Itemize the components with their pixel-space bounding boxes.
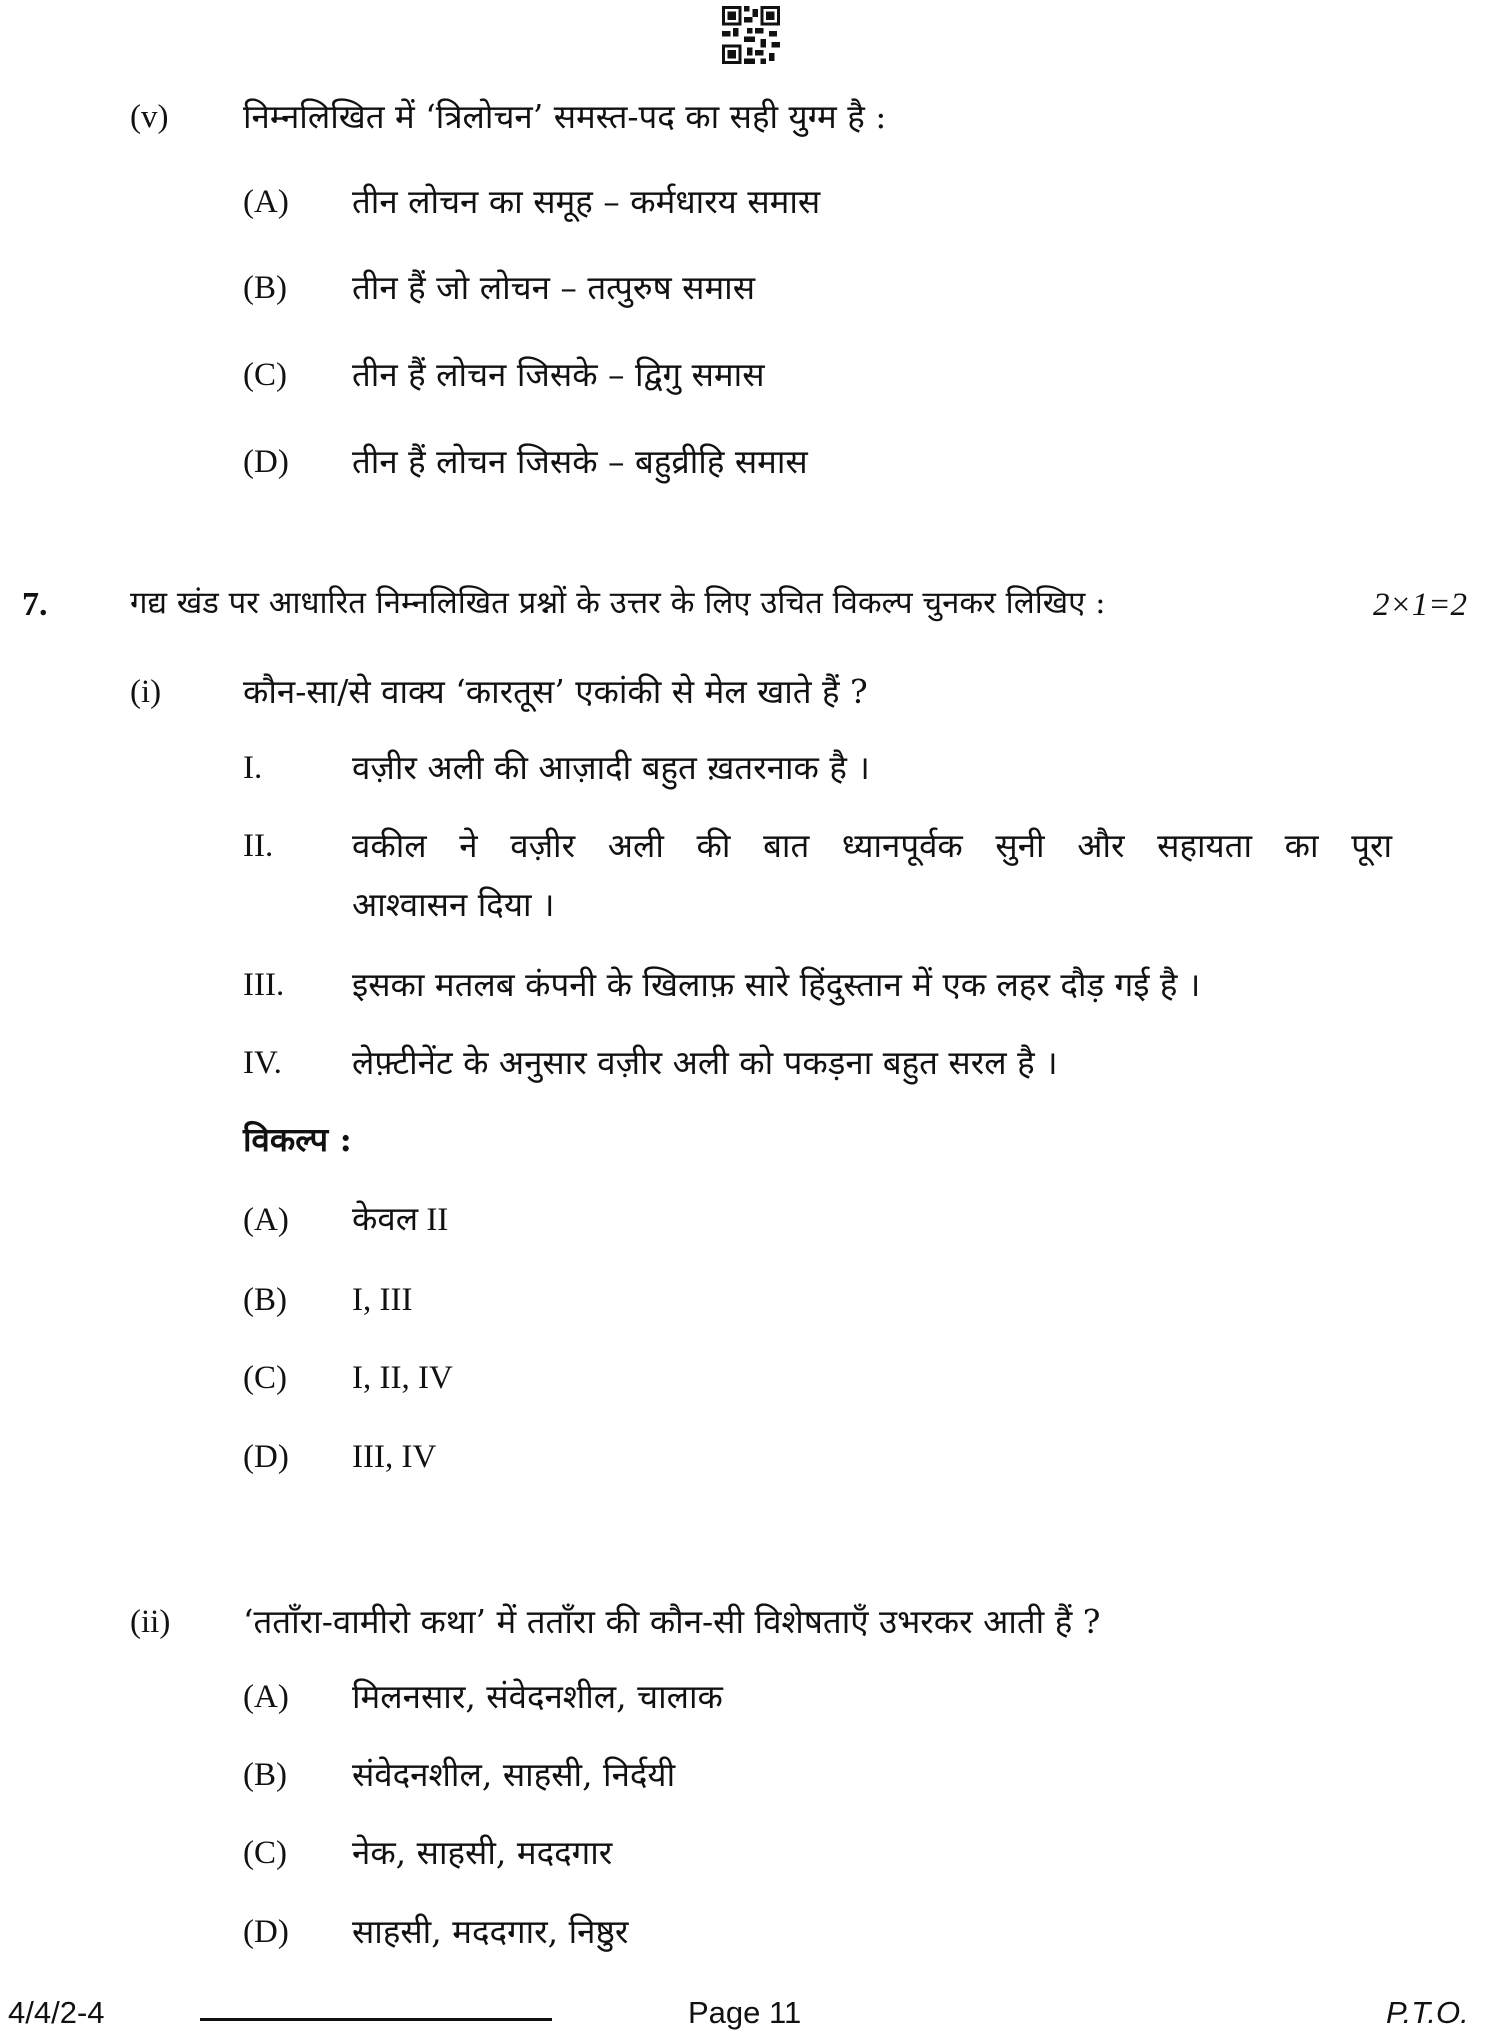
q7i-question-text: कौन-सा/से वाक्य ‘कारतूस’ एकांकी से मेल खाते हैं ?	[243, 672, 868, 711]
q7i-option-d-label: (D)	[243, 1439, 289, 1475]
footer-paper-code: 4/4/2-4	[8, 1995, 105, 2030]
footer-divider-line	[200, 2018, 552, 2021]
q7i-option-c-label: (C)	[243, 1360, 287, 1396]
q7ii-label: (ii)	[130, 1604, 171, 1640]
q7ii-option-c-text: नेक, साहसी, मददगार	[352, 1833, 613, 1872]
q7ii-option-a-label: (A)	[243, 1679, 289, 1715]
q7i-options-heading: विकल्प :	[243, 1120, 352, 1159]
q7i-option-a-label: (A)	[243, 1202, 289, 1238]
q6v-label: (v)	[130, 99, 169, 135]
q7i-option-d-text: III, IV	[352, 1439, 437, 1475]
q6v-option-c-text: तीन हैं लोचन जिसके – द्विगु समास	[352, 355, 765, 394]
q6v-option-d-label: (D)	[243, 444, 289, 480]
footer-pto: P.T.O.	[1386, 1995, 1469, 2030]
q7i-statement-3-text: इसका मतलब कंपनी के खिलाफ़ सारे हिंदुस्तान में एक लहर दौड़ गई है ।	[352, 965, 1201, 1004]
q7i-statement-2-line2: आश्वासन दिया ।	[352, 885, 555, 924]
q7i-statement-2-label: II.	[243, 828, 274, 864]
q6v-option-b-label: (B)	[243, 270, 287, 306]
q7i-statement-4-label: IV.	[243, 1045, 282, 1081]
q7ii-option-b-label: (B)	[243, 1757, 287, 1793]
q7ii-option-b-text: संवेदनशील, साहसी, निर्दयी	[352, 1755, 676, 1794]
q7i-option-c-text: I, II, IV	[352, 1360, 453, 1396]
q7i-option-b-label: (B)	[243, 1282, 287, 1318]
q7ii-question-text: ‘तताँरा-वामीरो कथा’ में तताँरा की कौन-सी विशेषताएँ उभरकर आती हैं ?	[243, 1602, 1101, 1641]
q7ii-option-d-text: साहसी, मददगार, निष्ठुर	[352, 1912, 629, 1951]
q7i-statement-4-text: लेफ़्टीनेंट के अनुसार वज़ीर अली को पकड़ना बहुत सरल है ।	[352, 1043, 1058, 1082]
q6v-question-text: निम्नलिखित में ‘त्रिलोचन’ समस्त-पद का सही युग्म है :	[243, 97, 887, 136]
q7-instruction: गद्य खंड पर आधारित निम्नलिखित प्रश्नों के उत्तर के लिए उचित विकल्प चुनकर लिखिए :	[130, 585, 1106, 621]
q7-number: 7.	[22, 586, 48, 623]
q6v-option-b-text: तीन हैं जो लोचन – तत्पुरुष समास	[352, 268, 756, 307]
q6v-option-a-label: (A)	[243, 184, 289, 220]
qr-code	[722, 6, 780, 64]
q7ii-option-a-text: मिलनसार, संवेदनशील, चालाक	[352, 1677, 723, 1716]
q6v-option-c-label: (C)	[243, 357, 287, 393]
q7-marks: 2×1=2	[1373, 587, 1468, 623]
q7i-option-a-text: केवल II	[352, 1202, 449, 1238]
q7i-statement-3-label: III.	[243, 967, 285, 1003]
q7i-statement-1-label: I.	[243, 750, 263, 786]
q7ii-option-c-label: (C)	[243, 1835, 287, 1871]
q6v-option-d-text: तीन हैं लोचन जिसके – बहुव्रीहि समास	[352, 442, 808, 481]
q7i-statement-2-line1: वकील ने वज़ीर अली की बात ध्यानपूर्वक सुनी और सहायता का पूरा	[352, 826, 1392, 865]
q7i-label: (i)	[130, 674, 162, 710]
footer-page-number: Page 11	[688, 1995, 802, 2030]
q6v-option-a-text: तीन लोचन का समूह – कर्मधारय समास	[352, 182, 821, 221]
q7i-option-b-text: I, III	[352, 1282, 413, 1318]
q7ii-option-d-label: (D)	[243, 1914, 289, 1950]
q7i-statement-1-text: वज़ीर अली की आज़ादी बहुत ख़तरनाक है ।	[352, 748, 870, 787]
